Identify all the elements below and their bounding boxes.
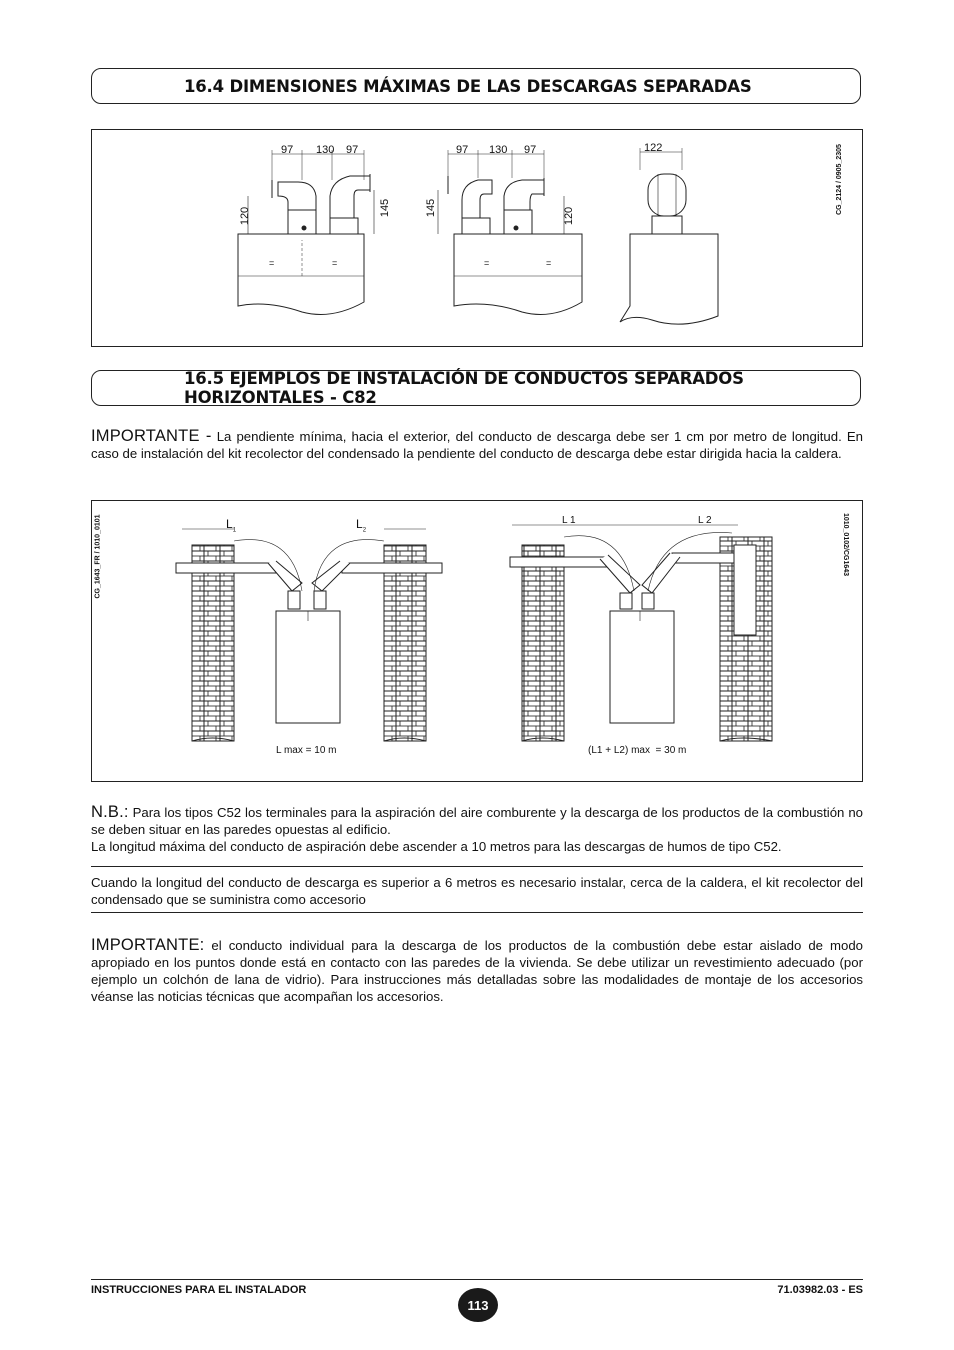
label-l2-right: L 2 [698, 515, 712, 526]
dim-145-b: 145 [425, 198, 438, 218]
dimensions-drawing [92, 130, 862, 346]
divider-bottom [91, 912, 863, 913]
section-16-5-title-text: 16.5 EJEMPLOS DE INSTALACIÓN DE CONDUCTOS SEPARADOS HORIZONTALES - C82 [184, 369, 744, 407]
importante-2-text: el conducto individual para la descarga de los productos de la combustión debe estar aislado de modo apropiado en los puntos donde está en contacto con las paredes de la vivienda. Se debe utilizar un revestimiento adecuado (por ejemplo un colchón de lana de vidrio). Para instrucciones más detalladas sobre las modalidades de montaje de los accesorios véanse las noticias técnicas que acompañan los accesorios. [91, 938, 863, 1004]
label-l1-right: L 1 [562, 515, 576, 526]
section-16-4-title-text: 16.4 DIMENSIONES MÁXIMAS DE LAS DESCARGAS SEPARADAS [184, 76, 752, 96]
nb-text-2: La longitud máxima del conducto de aspiración debe ascender a 10 metros para las descargas de humos de tipo C52. [91, 839, 782, 854]
figure-2-code-right: 1010_0102/CG1643 [842, 512, 850, 577]
dim-97-d: 97 [524, 144, 537, 156]
section-16-5-title [91, 370, 861, 406]
dim-120-b: 120 [563, 206, 576, 226]
figure-1-code: CG_2124 / 0905_2305 [835, 144, 843, 215]
divider-top [91, 866, 863, 867]
boiler-2-drawing [438, 150, 582, 314]
figure-2-code-left: CG_1643_FR / 1010_0101 [94, 514, 102, 599]
dim-97-a: 97 [281, 144, 294, 156]
dim-97-b: 97 [346, 144, 359, 156]
figure-installation [91, 500, 863, 782]
lmax-left-label: L max = 10 m [276, 745, 337, 756]
figure-dimensions [91, 129, 863, 347]
nb-note [91, 804, 863, 855]
eq-3: = [484, 258, 490, 268]
dim-130-a: 130 [316, 144, 335, 156]
condensado-note [91, 874, 863, 908]
lmax-right-label: (L1 + L2) max = 30 m [588, 745, 687, 756]
eq-1: = [269, 258, 275, 268]
dim-120-a: 120 [239, 206, 252, 226]
importante-note-2 [91, 937, 863, 1005]
footer-rule [91, 1279, 863, 1280]
boiler-3-drawing [620, 148, 718, 324]
footer-right: 71.03982.03 - ES [777, 1284, 863, 1296]
dim-130-b: 130 [489, 144, 508, 156]
importante-note-1 [91, 428, 863, 462]
dim-97-c: 97 [456, 144, 469, 156]
label-l1-left: $L_1$ [226, 517, 237, 534]
eq-4: = [546, 258, 552, 268]
importante-1-lead: IMPORTANTE - [91, 427, 212, 445]
eq-2: = [332, 258, 338, 268]
footer-left: INSTRUCCIONES PARA EL INSTALADOR [91, 1284, 307, 1296]
condensado-text: Cuando la longitud del conducto de descarga es superior a 6 metros es necesario instalar, cerca de la caldera, el kit recolector del condensado que se suministra como accesorio [91, 875, 863, 907]
page-number: 113 [458, 1288, 498, 1322]
label-l2-left: $L_2$ [356, 517, 367, 534]
left-installation [176, 529, 442, 741]
importante-2-lead: IMPORTANTE: [91, 936, 205, 954]
boiler-1-drawing [238, 150, 374, 314]
nb-text: Para los tipos C52 los terminales para la aspiración del aire comburente y la descarga de los productos de la combustión no se deben situar en las paredes opuestas al edificio. [91, 805, 863, 837]
section-16-4-title [91, 68, 861, 104]
importante-1-text: La pendiente mínima, hacia el exterior, del conducto de descarga debe ser 1 cm por metro de longitud. En caso de instalación del kit recolector del condensado la pendiente del conducto de descarga debe estar dirigida hacia la caldera. [91, 429, 863, 461]
dim-122: 122 [644, 142, 663, 154]
right-installation [510, 525, 772, 741]
installation-drawing [92, 501, 862, 781]
dim-145-a: 145 [379, 198, 392, 218]
nb-lead: N.B.: [91, 803, 129, 821]
